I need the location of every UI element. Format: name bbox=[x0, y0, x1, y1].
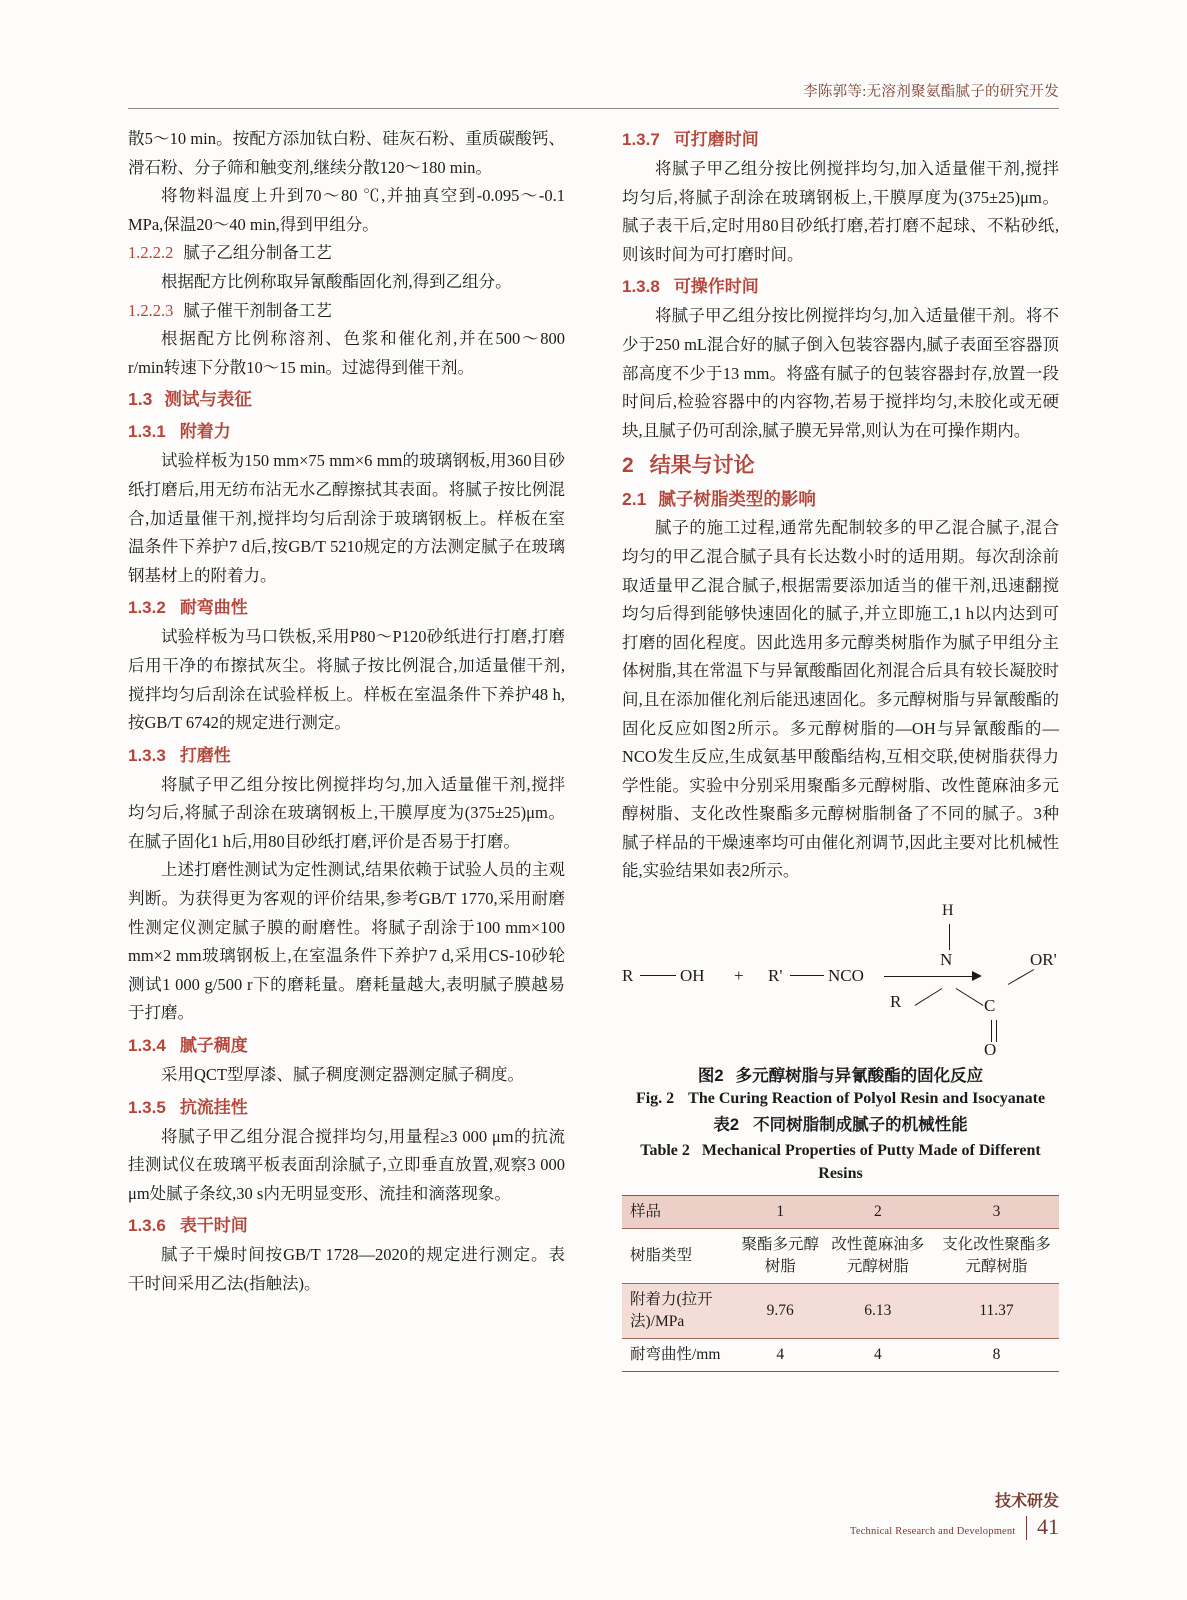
paragraph: 试验样板为马口铁板,采用P80～P120砂纸进行打磨,打磨后用干净的布擦拭灰尘。将腻子按比例混合,加适量催干剂,搅拌均匀后刮涂在试验样板上。样板在室温条件下养护48 h,按GB/T 6742的规定进行测定。 bbox=[128, 627, 565, 733]
heading-number: 2 bbox=[622, 454, 634, 478]
heading-section-2 bbox=[622, 450, 1059, 482]
left-column bbox=[128, 125, 565, 1299]
table-header-cell: 3 bbox=[934, 1196, 1059, 1229]
table-cell: 9.76 bbox=[739, 1284, 822, 1339]
table-header-row bbox=[622, 1196, 1059, 1229]
heading-1-3-6 bbox=[128, 1211, 565, 1241]
heading-number: 1.2.2.2 bbox=[128, 243, 174, 263]
reaction-arrow-line bbox=[884, 976, 972, 977]
heading-title: 腻子树脂类型的影响 bbox=[658, 489, 816, 510]
right-column bbox=[622, 125, 1059, 1372]
heading-number: 1.3.6 bbox=[128, 1216, 166, 1236]
heading-title: 表干时间 bbox=[179, 1216, 248, 1236]
heading-1-3-2 bbox=[128, 593, 565, 623]
figure-label-cn: 图2 bbox=[697, 1067, 724, 1086]
heading-title: 结果与讨论 bbox=[649, 454, 755, 478]
bond-n-r bbox=[915, 988, 943, 1006]
scheme-label-NCO: NCO bbox=[828, 966, 864, 986]
heading-2-1 bbox=[622, 484, 1059, 514]
bond-c-o-b bbox=[996, 1020, 997, 1042]
reaction-arrow-head bbox=[972, 971, 982, 981]
bond-n-c bbox=[956, 988, 984, 1006]
scheme-label-OH: OH bbox=[680, 966, 705, 986]
paragraph: 将腻子甲乙组分按比例搅拌均匀,加入适量催干剂,搅拌均匀后,将腻子刮涂在玻璃钢板上,干膜厚度为(375±25)μm。在腻子固化1 h后,用80目砂纸打磨,评价是否易于打磨。 bbox=[128, 774, 565, 851]
heading-number: 1.3.5 bbox=[128, 1097, 166, 1117]
header-rule bbox=[128, 108, 1059, 109]
table-header-cell: 1 bbox=[739, 1196, 822, 1229]
heading-number: 1.3 bbox=[128, 389, 153, 410]
table-title-en-text: Mechanical Properties of Putty Made of Different bbox=[701, 1142, 1041, 1160]
paragraph: 根据配方比例称溶剂、色浆和催化剂,并在500～800 r/min转速下分散10～15 min。过滤得到催干剂。 bbox=[128, 329, 565, 377]
heading-title: 附着力 bbox=[179, 422, 231, 442]
heading-number: 1.3.7 bbox=[622, 130, 660, 149]
figure-2 bbox=[622, 900, 1059, 1108]
heading-title: 可打磨时间 bbox=[673, 130, 759, 149]
scheme-label-O: O bbox=[984, 1040, 997, 1060]
paragraph: 腻子的施工过程,通常先配制较多的甲乙混合腻子,混合均匀的甲乙混合腻子具有长达数小时的适用期。每次刮涂前取适量甲乙混合腻子,根据需要添加适当的催干剂,迅速翻搅均匀后得到能够快速固化的腻子,并立即施工,1 h以内达到可打磨的固化程度。因此选用多元醇类树脂作为腻子甲组分主体树脂,其在常温下与异氰酸酯固化剂混合后具有较长凝胶时间,且在添加催化剂后能迅速固化。多元醇树脂与异氰酸酯的固化反应如图2所示。多元醇树脂的—OH与异氰酸酯的—NCO发生反应,生成氨基甲酸酯结构,互相交联,使树脂获得力学性能。实验中分别采用聚酯多元醇树脂、改性蓖麻油多元醇树脂、支化改性聚酯多元醇树脂制备了不同的腻子。3种腻子样品的干燥速率均可由催化剂调节,因此主要对比机械性能,实验结果如表2所示。 bbox=[622, 518, 1059, 881]
heading-1-3-5 bbox=[128, 1093, 565, 1123]
table-label-en: Table 2 bbox=[640, 1142, 690, 1160]
heading-title: 抗流挂性 bbox=[179, 1097, 248, 1117]
reaction-scheme bbox=[622, 900, 1059, 1060]
running-head: 李陈郭等:无溶剂聚氨酯腻子的研究开发 bbox=[803, 84, 1059, 100]
heading-number: 1.3.2 bbox=[128, 598, 166, 618]
table-row-label: 耐弯曲性/mm bbox=[622, 1339, 739, 1372]
heading-title: 腻子催干剂制备工艺 bbox=[183, 300, 332, 320]
page-footer bbox=[850, 1488, 1059, 1540]
heading-1-3-4 bbox=[128, 1031, 565, 1061]
table-cell: 11.37 bbox=[934, 1284, 1059, 1339]
heading-title: 测试与表征 bbox=[164, 389, 252, 410]
scheme-label-Rprime: R' bbox=[768, 966, 783, 986]
bond-c-o-a bbox=[991, 1020, 992, 1042]
table-header-cell: 样品 bbox=[622, 1196, 739, 1229]
page-number: 41 bbox=[1037, 1514, 1059, 1539]
heading-number: 1.3.1 bbox=[128, 422, 166, 442]
heading-number: 1.3.3 bbox=[128, 745, 166, 765]
table-row bbox=[622, 1339, 1059, 1372]
heading-1-3-8 bbox=[622, 272, 1059, 302]
table-title-cn bbox=[622, 1111, 1059, 1135]
heading-1-3-1 bbox=[128, 417, 565, 447]
footer-divider bbox=[1026, 1516, 1028, 1540]
bond-rprime-nco bbox=[790, 975, 824, 976]
table-cell: 8 bbox=[934, 1339, 1059, 1372]
table-cell: 聚酯多元醇树脂 bbox=[739, 1229, 822, 1284]
table-cell: 4 bbox=[739, 1339, 822, 1372]
table-label-cn: 表2 bbox=[713, 1116, 740, 1135]
heading-title: 耐弯曲性 bbox=[179, 598, 248, 618]
bond-h-n bbox=[949, 924, 950, 950]
paragraph: 将物料温度上升到70～80 ℃,并抽真空到-0.095～-0.1 MPa,保温20～40 min,得到甲组分。 bbox=[128, 186, 565, 234]
heading-1-3 bbox=[128, 384, 565, 414]
paragraph: 试验样板为150 mm×75 mm×6 mm的玻璃钢板,用360目砂纸打磨后,用无纺布沾无水乙醇擦拭其表面。将腻子按比例混合,加适量催干剂,搅拌均匀后刮涂于玻璃钢板上。样板在室温条件下养护7 d后,按GB/T 5210规定的方法测定腻子在玻璃钢基材上的附着力。 bbox=[128, 451, 565, 585]
bond-r-oh bbox=[640, 975, 676, 976]
heading-1-3-3 bbox=[128, 741, 565, 771]
table-title-en-text2: Resins bbox=[818, 1165, 863, 1183]
heading-1-2-2-2 bbox=[128, 239, 565, 268]
scheme-label-H: H bbox=[942, 902, 954, 920]
heading-number: 1.3.8 bbox=[622, 277, 660, 297]
figure-caption-en-text: The Curing Reaction of Polyol Resin and Isocyanate bbox=[688, 1090, 1046, 1108]
paragraph: 上述打磨性测试为定性测试,结果依赖于试验人员的主观判断。为获得更为客观的评价结果,参考GB/T 1770,采用耐磨性测定仪测定腻子膜的耐磨性。将腻子刮涂于100 mm×100 mm×2 mm玻璃钢板上,在室温条件下养护7 d,采用CS-10砂轮测试1 000 g/500 r下的磨耗量。磨耗量越大,表明腻子膜越易于打磨。 bbox=[128, 860, 565, 1023]
table-title-en bbox=[622, 1139, 1059, 1185]
table-row-label: 树脂类型 bbox=[622, 1229, 739, 1284]
heading-number: 2.1 bbox=[622, 489, 647, 510]
scheme-label-ORprime: OR' bbox=[1030, 950, 1057, 970]
heading-number: 1.2.2.3 bbox=[128, 300, 174, 320]
table-cell: 支化改性聚酯多元醇树脂 bbox=[934, 1229, 1059, 1284]
heading-1-2-2-3 bbox=[128, 297, 565, 326]
figure-label-en: Fig. 2 bbox=[635, 1090, 675, 1108]
scheme-label-R: R bbox=[622, 966, 634, 986]
paragraph: 将腻子甲乙组分按比例搅拌均匀,加入适量催干剂。将不少于250 mL混合好的腻子倒入包装容器内,腻子表面至容器顶部高度不少于13 mm。将盛有腻子的包装容器封存,放置一段时间后,检验容器中的内容物,若易于搅拌均匀,未胶化或无硬块,且腻子仍可刮涂,腻子膜无异常,则认为在可操作期内。 bbox=[622, 306, 1059, 440]
figure-caption-cn bbox=[622, 1062, 1059, 1086]
table-header-cell: 2 bbox=[822, 1196, 934, 1229]
scheme-label-N: N bbox=[940, 950, 953, 970]
table-cell: 6.13 bbox=[822, 1284, 934, 1339]
heading-title: 腻子稠度 bbox=[179, 1036, 248, 1056]
heading-title: 可操作时间 bbox=[673, 277, 759, 297]
scheme-label-R-product: R bbox=[890, 992, 902, 1012]
paragraph: 腻子干燥时间按GB/T 1728—2020的规定进行测定。表干时间采用乙法(指触法)。 bbox=[128, 1245, 565, 1293]
paragraph: 采用QCT型厚漆、腻子稠度测定器测定腻子稠度。 bbox=[161, 1065, 524, 1085]
table-cell: 4 bbox=[822, 1339, 934, 1372]
heading-number: 1.3.4 bbox=[128, 1036, 166, 1056]
table-row-label: 附着力(拉开法)/MPa bbox=[622, 1284, 739, 1339]
paragraph: 将腻子甲乙组分按比例搅拌均匀,加入适量催干剂,搅拌均匀后,将腻子刮涂在玻璃钢板上,干膜厚度为(375±25)μm。腻子表干后,定时用80目砂纸打磨,若打磨不起球、不粘砂纸,则该时间为可打磨时间。 bbox=[622, 159, 1059, 264]
table-2 bbox=[622, 1195, 1059, 1372]
footer-section-cn: 技术研发 bbox=[994, 1493, 1059, 1510]
scheme-label-C: C bbox=[984, 996, 996, 1016]
footer-section-en: Technical Research and Development bbox=[849, 1526, 1016, 1537]
paragraph: 根据配方比例称取异氰酸酯固化剂,得到乙组分。 bbox=[161, 271, 512, 291]
table-title-cn-text: 不同树脂制成腻子的机械性能 bbox=[753, 1116, 968, 1135]
figure-caption-cn-text: 多元醇树脂与异氰酸酯的固化反应 bbox=[735, 1067, 984, 1086]
figure-caption-en bbox=[622, 1090, 1059, 1108]
heading-1-3-7 bbox=[622, 125, 1059, 155]
heading-title: 腻子乙组分制备工艺 bbox=[183, 243, 332, 263]
scheme-plus: + bbox=[734, 966, 744, 986]
table-cell: 改性蓖麻油多元醇树脂 bbox=[822, 1229, 934, 1284]
table-row bbox=[622, 1284, 1059, 1339]
paragraph: 散5～10 min。按配方添加钛白粉、硅灰石粉、重质碳酸钙、滑石粉、分子筛和触变剂,继续分散120～180 min。 bbox=[128, 129, 565, 177]
heading-title: 打磨性 bbox=[179, 745, 231, 765]
two-column-body bbox=[128, 125, 1059, 1465]
table-row bbox=[622, 1229, 1059, 1284]
paragraph: 将腻子甲乙组分混合搅拌均匀,用量程≥3 000 μm的抗流挂测试仪在玻璃平板表面刮涂腻子,立即垂直放置,观察3 000 μm处腻子条纹,30 s内无明显变形、流挂和滴落现象。 bbox=[128, 1126, 565, 1203]
bond-c-or bbox=[1008, 969, 1034, 985]
